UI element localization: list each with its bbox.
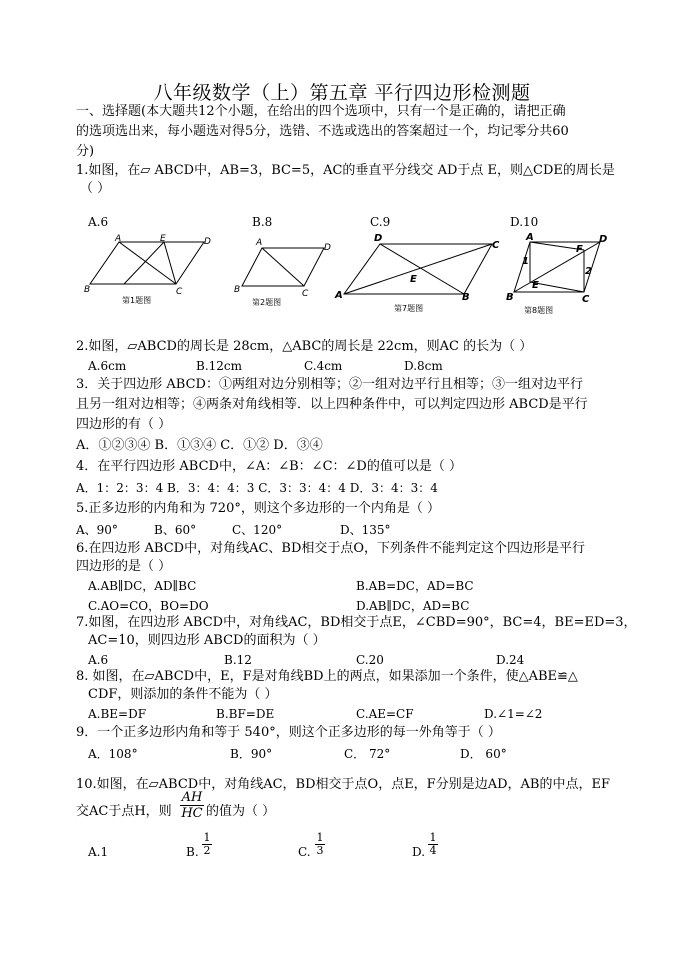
- figure-1-diagram: [84, 232, 214, 312]
- page-title: 八年级数学（上）第五章 平行四边形检测题: [153, 82, 531, 104]
- q10-c-numerator: 1: [316, 831, 324, 844]
- figure-2-diagram: [232, 232, 332, 312]
- question-6-line-2: 四边形的是（ ）: [76, 559, 172, 574]
- question-8-line-2: CDF，则添加的条件不能为（ ）: [88, 687, 278, 702]
- question-10-line-2-end: 的值为（ ）: [206, 804, 276, 819]
- question-7-line-2: AC=10，则四边形 ABCD的面积为（ ）: [88, 633, 326, 648]
- fig2-label-d: D: [324, 243, 331, 253]
- question-3-line-2: 且另一组对边相等；④两条对角线相等．以上四种条件中，可以判定四边形 ABCD是平行: [76, 397, 588, 412]
- question-3-line-1: 3．关于四边形 ABCD：①两组对边分别相等；②一组对边平行且相等；③一组对边平行: [76, 377, 583, 392]
- q9-option-b: B．90°: [230, 747, 273, 761]
- fig8-label-c: C: [582, 294, 590, 305]
- fig7-label-a: A: [335, 290, 343, 301]
- fig1-label-a: A: [115, 234, 122, 244]
- q4-options: A．1：2：3：4 B．3：4：4：3 C．3：3：4：4 D．3：4：3：4: [76, 481, 438, 495]
- q6-option-d: D.AB∥DC，AD=BC: [356, 599, 470, 613]
- question-5-line-1: 5.正多边形的内角和为 720°，则这个多边形的一个内角是（ ）: [76, 501, 440, 516]
- q10-option-b-fraction: [202, 832, 212, 857]
- figure-7-diagram: [332, 230, 506, 316]
- question-10-line-2-start: 交AC于点H，则: [76, 804, 172, 819]
- ratio-fraction: [180, 790, 204, 821]
- fig1-label-e: E: [160, 234, 166, 244]
- fig8-label-2: 2: [585, 266, 592, 277]
- fig7-caption: 第7题图: [394, 304, 424, 313]
- fig1-label-b: B: [84, 285, 91, 295]
- q1-option-c: C.9: [370, 215, 391, 229]
- fig7-label-b: B: [462, 292, 470, 303]
- q10-option-b-label: B.: [186, 845, 199, 859]
- fig7-label-e: E: [410, 274, 417, 285]
- fig2-label-a: A: [256, 238, 263, 248]
- question-6-line-1: 6.在四边形 ABCD中，对角线AC、BD相交于点O，下列条件不能判定这个四边形是平行: [76, 541, 586, 556]
- figure-8-diagram: [500, 230, 610, 318]
- q9-option-c: C． 72°: [344, 747, 391, 761]
- question-8-line-1: 8. 如图，在▱ABCD中，E，F是对角线BD上的两点，如果添加一个条件，使△ABE≌△: [76, 669, 578, 684]
- q3-options: A．①②③④ B．①③④ C．①② D．③④: [76, 438, 323, 453]
- section-instructions-line-2: 的选项选出来，每小题选对得5分，选错、不选或选出的答案超过一个，均记零分共60: [76, 124, 569, 139]
- q6-option-b: B.AB=DC，AD=BC: [356, 579, 474, 593]
- q10-option-c-label: C.: [298, 845, 311, 859]
- q5-option-b: B、60°: [154, 523, 197, 537]
- q8-option-c: C.AE=CF: [356, 707, 414, 721]
- q2-option-d: D.8cm: [404, 359, 443, 373]
- fig1-label-c: C: [176, 287, 183, 297]
- q10-d-denominator: 4: [429, 844, 437, 857]
- q10-d-numerator: 1: [429, 831, 437, 844]
- section-instructions-line-1: 一、选择题(本大题共12个小题，在给出的四个选项中，只有一个是正确的，请把正确: [76, 104, 566, 119]
- q6-option-a: A.AB∥DC，AD∥BC: [88, 579, 197, 593]
- question-1-line-1: 1.如图，在▱ ABCD中，AB=3，BC=5，AC的垂直平分线交 AD于点 E，则△CDE的周长是: [76, 163, 615, 178]
- ratio-denominator: HC: [181, 806, 203, 821]
- fig8-label-b: B: [506, 292, 514, 303]
- q10-option-a: A.1: [88, 845, 109, 859]
- q10-c-denominator: 3: [316, 844, 324, 857]
- fig8-label-f: F: [576, 244, 583, 255]
- fig7-label-c: C: [492, 240, 500, 251]
- fig8-caption: 第8题图: [524, 306, 554, 315]
- fig1-label-d: D: [204, 237, 211, 247]
- section-instructions-line-3: 分): [76, 144, 95, 159]
- question-10-line-1: 10.如图，在▱ABCD中，对角线AC，BD相交于点O，点E，F分别是边AD，AB的中点，EF: [76, 777, 610, 792]
- q2-option-b: B.12cm: [196, 359, 243, 373]
- q2-option-a: A.6cm: [88, 359, 127, 373]
- q7-option-d: D.24: [496, 653, 525, 667]
- q1-option-a: A.6: [88, 215, 109, 229]
- question-2-line-1: 2.如图，▱ABCD的周长是 28cm，△ABC的周长是 22cm，则AC 的长为（ ）: [76, 339, 533, 354]
- fig8-label-a: A: [526, 232, 534, 243]
- ratio-numerator: AH: [181, 790, 203, 805]
- q10-option-d-fraction: [428, 832, 438, 857]
- q5-option-d: D、135°: [340, 523, 391, 537]
- q8-option-d: D.∠1=∠2: [484, 707, 543, 721]
- question-9-line-1: 9．一个正多边形内角和等于 540°，则这个正多边形的每一外角等于（ ）: [76, 725, 501, 740]
- question-3-line-3: 四边形的有（ ）: [76, 417, 172, 432]
- q7-option-c: C.20: [356, 653, 384, 667]
- q6-option-c: C.AO=CO，BO=DO: [88, 599, 209, 613]
- q5-option-a: A、90°: [76, 523, 118, 537]
- q8-option-a: A.BE=DF: [88, 707, 147, 721]
- q10-option-d-label: D.: [412, 845, 426, 859]
- q10-b-numerator: 1: [203, 831, 211, 844]
- fig2-caption: 第2题图: [252, 298, 282, 307]
- q10-option-c-fraction: [315, 832, 325, 857]
- q7-option-b: B.12: [224, 653, 252, 667]
- fig8-label-1: 1: [522, 256, 529, 267]
- q5-option-c: C、120°: [232, 523, 283, 537]
- fig1-caption: 第1题图: [122, 296, 152, 305]
- fig7-label-d: D: [374, 233, 383, 244]
- question-4-line-1: 4．在平行四边形 ABCD中，∠A：∠B：∠C：∠D的值可以是（ ）: [76, 459, 462, 474]
- fig8-label-e: E: [532, 280, 539, 291]
- q2-option-c: C.4cm: [304, 359, 343, 373]
- q1-option-d: D.10: [510, 215, 539, 229]
- q8-option-b: B.BF=DE: [216, 707, 275, 721]
- q7-option-a: A.6: [88, 653, 109, 667]
- q10-b-denominator: 2: [203, 844, 211, 857]
- fig2-label-b: B: [234, 285, 241, 295]
- question-7-line-1: 7.如图，在四边形 ABCD中，对角线AC，BD相交于点E，∠CBD=90°，BC=4，BE=ED=3，: [76, 615, 637, 630]
- fig2-label-c: C: [302, 289, 309, 299]
- q9-option-a: A．108°: [88, 747, 138, 761]
- q1-option-b: B.8: [252, 215, 273, 229]
- q9-option-d: D． 60°: [460, 747, 507, 761]
- question-1-line-2: （ ）: [80, 181, 111, 196]
- fig8-label-d: D: [599, 234, 608, 245]
